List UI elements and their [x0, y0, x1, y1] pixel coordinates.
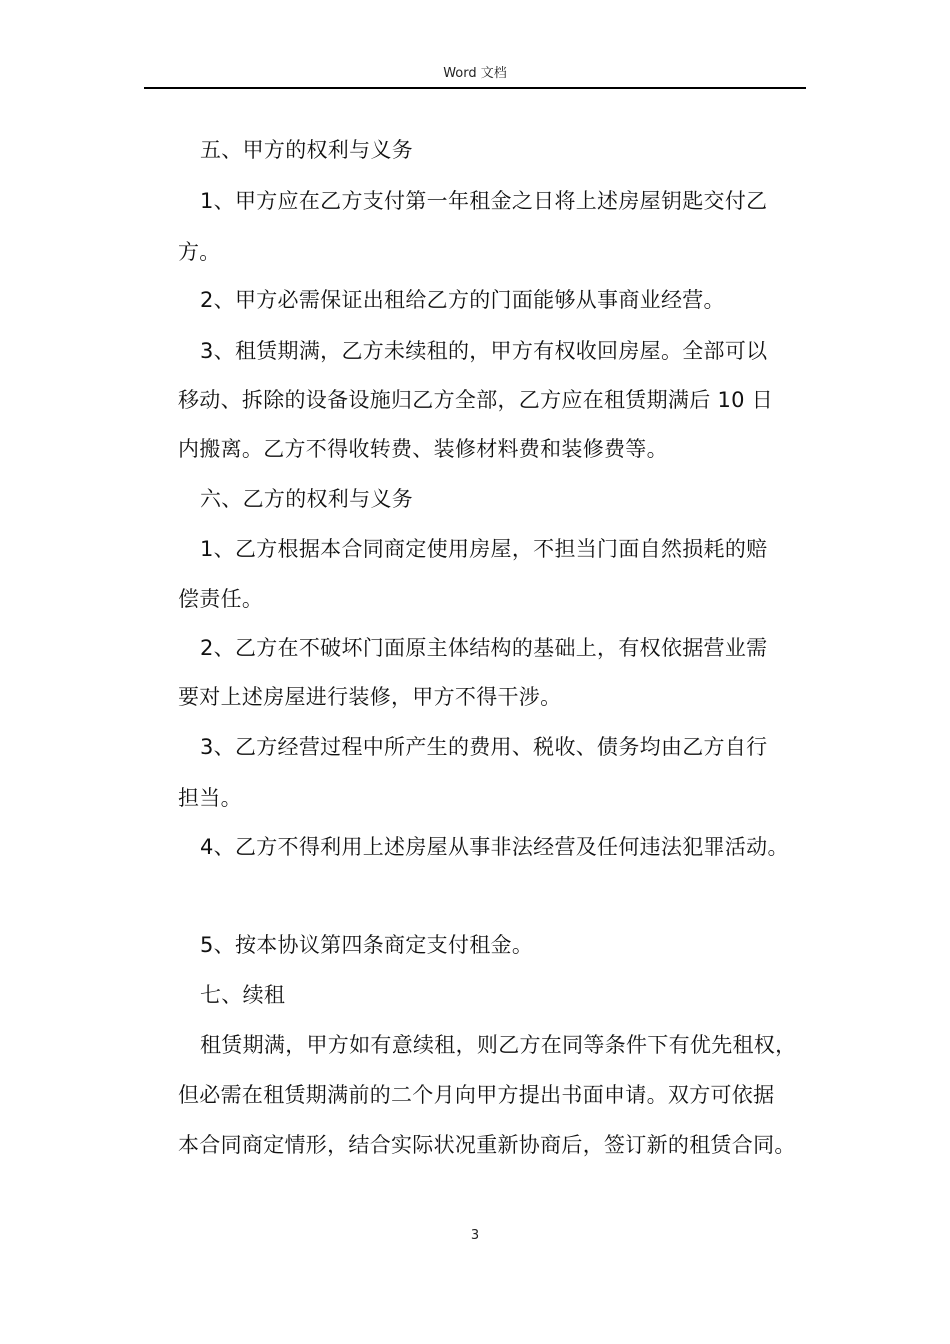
paragraph-line: 偿责任。 [178, 587, 264, 611]
paragraph-line: 移动、拆除的设备设施归乙方全部，乙方应在租赁期满后 10 日 [178, 388, 774, 412]
paragraph-line: 2、甲方必需保证出租给乙方的门面能够从事商业经营。 [200, 288, 725, 312]
page-header: Word 文档 [443, 66, 507, 81]
paragraph-line: 5、按本协议第四条商定支付租金。 [200, 933, 534, 957]
section-heading-7: 七、续租 [200, 983, 286, 1007]
section-heading-5: 五、甲方的权利与义务 [200, 138, 413, 162]
paragraph-line: 要对上述房屋进行装修，甲方不得干涉。 [178, 685, 562, 709]
paragraph-line: 但必需在租赁期满前的二个月向甲方提出书面申请。双方可依据 [178, 1083, 775, 1107]
paragraph-line: 方。 [178, 240, 221, 264]
page-number: 3 [470, 1228, 480, 1243]
paragraph-line: 本合同商定情形，结合实际状况重新协商后，签订新的租赁合同。 [178, 1133, 796, 1157]
header-divider [144, 87, 806, 89]
paragraph-line: 2、乙方在不破坏门面原主体结构的基础上，有权依据营业需 [200, 636, 768, 660]
paragraph-line: 担当。 [178, 786, 242, 810]
paragraph-line: 1、乙方根据本合同商定使用房屋，不担当门面自然损耗的赔 [200, 537, 768, 561]
paragraph-line: 租赁期满，甲方如有意续租，则乙方在同等条件下有优先租权， [200, 1033, 797, 1057]
section-heading-6: 六、乙方的权利与义务 [200, 487, 413, 511]
paragraph-line: 1、甲方应在乙方支付第一年租金之日将上述房屋钥匙交付乙 [200, 189, 768, 213]
paragraph-line: 3、租赁期满，乙方未续租的，甲方有权收回房屋。全部可以 [200, 339, 768, 363]
paragraph-line: 4、乙方不得利用上述房屋从事非法经营及任何违法犯罪活动。 [200, 835, 789, 859]
paragraph-line: 3、乙方经营过程中所产生的费用、税收、债务均由乙方自行 [200, 735, 768, 759]
paragraph-line: 内搬离。乙方不得收转费、装修材料费和装修费等。 [178, 437, 668, 461]
